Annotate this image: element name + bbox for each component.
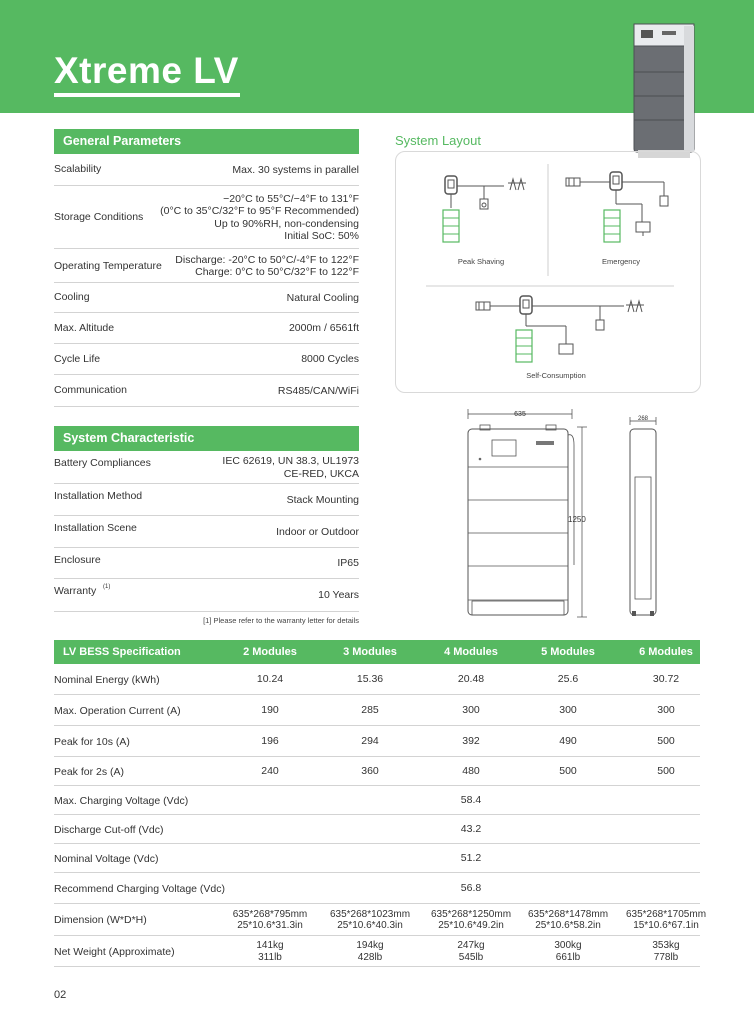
spec-cell: 300 <box>657 703 675 716</box>
spec-cell: 25*10.6*58.2in <box>535 920 601 931</box>
spec-cell: 194kg <box>356 940 384 951</box>
spec-cell: 10.24 <box>256 672 284 685</box>
caption-emergency: Emergency <box>602 257 640 266</box>
characteristic-value: CE-RED, UKCA <box>283 467 359 480</box>
system-characteristic-table <box>54 451 359 612</box>
warranty-note: [1] Please refer to the warranty letter for details <box>203 616 359 625</box>
general-label: Operating Temperature <box>54 260 162 272</box>
spec-table-header <box>54 640 700 664</box>
characteristic-row <box>54 451 359 484</box>
spec-cell: 661lb <box>555 951 581 963</box>
spec-row-label: Peak for 10s (A) <box>54 735 130 748</box>
general-parameters-table <box>54 154 359 407</box>
spec-cell: 25*10.6*49.2in <box>438 920 504 931</box>
spec-merged-value: 43.2 <box>460 822 482 835</box>
spec-row-label: Discharge Cut-off (Vdc) <box>54 823 164 836</box>
general-row <box>54 249 359 283</box>
general-row <box>54 375 359 407</box>
general-row <box>54 186 359 249</box>
caption-peak-shaving: Peak Shaving <box>457 257 505 266</box>
general-value: Charge: 0°C to 50°C/32°F to 122°F <box>195 266 359 278</box>
system-layout-title: System Layout <box>395 133 481 148</box>
system-characteristic-header: System Characteristic <box>54 426 359 451</box>
system-layout-diagram <box>395 151 701 393</box>
spec-row <box>54 695 700 726</box>
spec-row <box>54 873 700 904</box>
general-row <box>54 344 359 375</box>
spec-cell: 545lb <box>458 951 484 963</box>
self-consumption-diagram <box>476 296 644 362</box>
spec-cell: 635*268*1250mm <box>430 908 512 920</box>
system-layout-icons <box>396 152 702 394</box>
spec-cell: 311lb <box>258 951 282 963</box>
characteristic-row <box>54 579 359 612</box>
spec-cell: 240 <box>261 764 279 777</box>
product-image <box>632 22 698 160</box>
dim-depth-label: 268 <box>637 416 649 422</box>
spec-merged-value: 58.4 <box>460 793 482 806</box>
dimension-drawing <box>460 405 670 627</box>
spec-cell: 490 <box>559 734 577 747</box>
spec-col-header: 3 Modules <box>343 646 397 658</box>
spec-row <box>54 726 700 757</box>
spec-cell: 635*268*795mm <box>232 908 308 920</box>
spec-cell: 190 <box>261 703 279 716</box>
characteristic-footnote-mark: (1) <box>103 584 111 590</box>
general-label: Cycle Life <box>54 353 101 365</box>
spec-cell: 635*268*1705mm <box>625 908 707 920</box>
spec-cell: 392 <box>462 734 480 747</box>
general-label: Max. Altitude <box>54 322 115 334</box>
spec-cell: 480 <box>462 764 480 777</box>
general-value: Max. 30 systems in parallel <box>232 163 359 176</box>
spec-merged-value: 51.2 <box>460 851 482 864</box>
general-parameters-header: General Parameters <box>54 129 359 154</box>
general-row <box>54 154 359 186</box>
general-label: Scalability <box>54 163 102 175</box>
general-value: Natural Cooling <box>286 291 359 304</box>
spec-row <box>54 664 700 695</box>
spec-row-label: Max. Charging Voltage (Vdc) <box>54 794 189 807</box>
spec-cell: 247kg <box>457 940 485 951</box>
characteristic-value: IP65 <box>337 557 359 570</box>
spec-cell: 300kg <box>554 940 582 951</box>
spec-col-header: 2 Modules <box>243 646 297 658</box>
spec-row-label: Max. Operation Current (A) <box>54 704 181 717</box>
spec-row <box>54 757 700 786</box>
general-value: Up to 90%RH, non-condensing <box>214 217 359 230</box>
spec-cell: 294 <box>361 734 379 747</box>
general-label: Communication <box>54 384 127 396</box>
characteristic-value: Indoor or Outdoor <box>276 525 359 538</box>
spec-row-label: Net Weight (Approximate) <box>54 945 175 958</box>
spec-row <box>54 904 707 936</box>
spec-merged-value: 56.8 <box>460 881 482 894</box>
spec-cell: 15.36 <box>356 672 384 685</box>
spec-cell: 778lb <box>653 951 679 963</box>
general-value: −20°C to 55°C/−4°F to 131°F <box>223 192 359 205</box>
spec-cell: 25.6 <box>557 672 579 685</box>
dim-width-label: 635 <box>514 411 526 418</box>
spec-cell: 500 <box>657 734 675 747</box>
spec-row <box>54 936 700 967</box>
spec-cell: 25*10.6*31.3in <box>237 920 303 931</box>
general-value: RS485/CAN/WiFi <box>277 384 359 397</box>
spec-cell: 20.48 <box>457 672 485 685</box>
spec-cell: 635*268*1023mm <box>329 908 411 920</box>
general-label: Storage Conditions <box>54 211 144 223</box>
general-label: Cooling <box>54 291 90 303</box>
dim-height-label: 1250 <box>568 515 586 524</box>
page-number: 02 <box>54 989 67 1001</box>
characteristic-label: Battery Compliances <box>54 457 151 469</box>
spec-cell: 30.72 <box>652 672 680 685</box>
spec-row <box>54 786 700 815</box>
spec-cell: 285 <box>361 703 379 716</box>
spec-row-label: Nominal Energy (kWh) <box>54 673 160 686</box>
characteristic-label: Installation Method <box>54 490 143 502</box>
general-row <box>54 283 359 313</box>
spec-cell: 428lb <box>357 951 383 963</box>
spec-row-label: Dimension (W*D*H) <box>54 914 147 926</box>
general-value: Discharge: -20°C to 50°C/-4°F to 122°F <box>175 253 359 266</box>
spec-cell: 500 <box>657 764 675 777</box>
characteristic-value: IEC 62619, UN 38.3, UL1973 <box>222 455 359 467</box>
title-underline <box>54 93 240 97</box>
characteristic-value: 10 Years <box>318 589 359 602</box>
general-value: 8000 Cycles <box>301 353 359 366</box>
peak-shaving-diagram <box>443 176 526 242</box>
characteristic-value: Stack Mounting <box>286 493 359 506</box>
spec-cell: 25*10.6*40.3in <box>337 920 403 931</box>
general-value: (0°C to 35°C/32°F to 95°F Recommended) <box>160 205 359 217</box>
spec-cell: 15*10.6*67.1in <box>633 920 699 931</box>
general-row <box>54 313 359 344</box>
characteristic-label: Warranty <box>54 585 97 597</box>
spec-col-header: 5 Modules <box>541 646 595 658</box>
spec-row <box>54 844 700 873</box>
characteristic-row <box>54 548 359 579</box>
spec-row-label: Recommend Charging Voltage (Vdc) <box>54 882 226 895</box>
characteristic-label: Enclosure <box>54 554 101 566</box>
spec-cell: 300 <box>462 703 480 716</box>
emergency-diagram <box>566 172 668 242</box>
spec-table <box>54 640 707 967</box>
spec-cell: 500 <box>559 764 577 777</box>
characteristic-label: Installation Scene <box>54 522 137 534</box>
spec-row-label: Peak for 2s (A) <box>54 765 125 778</box>
characteristic-row <box>54 516 359 548</box>
spec-title: LV BESS Specification <box>63 646 181 658</box>
spec-cell: 635*268*1478mm <box>527 908 609 920</box>
spec-col-header: 4 Modules <box>444 646 498 658</box>
spec-col-header: 6 Modules <box>639 646 693 658</box>
caption-self-consumption: Self-Consumption <box>526 371 586 380</box>
general-value: 2000m / 6561ft <box>288 322 359 335</box>
spec-row-label: Nominal Voltage (Vdc) <box>54 852 159 865</box>
spec-cell: 300 <box>559 703 577 716</box>
spec-row <box>54 815 700 844</box>
page-title: Xtreme LV <box>54 50 239 91</box>
general-value: Initial SoC: 50% <box>284 230 359 242</box>
spec-cell: 353kg <box>652 940 680 951</box>
characteristic-row <box>54 484 359 516</box>
spec-cell: 360 <box>361 764 379 777</box>
spec-cell: 196 <box>261 734 279 747</box>
spec-cell: 141kg <box>256 940 284 951</box>
